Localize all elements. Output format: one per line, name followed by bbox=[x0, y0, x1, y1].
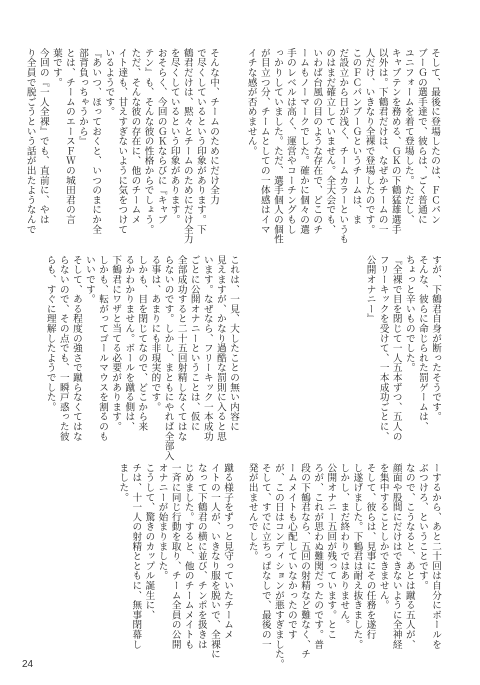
text-block-middle-left: これは、一見、大したことの無い内容に 見えますが、かなり過酷な罰則に入ると思 います。なぜなら、フリーキック一本成功 ごとに公開オナニーということは、仮に 全部成功すると二十五回射精しなくてはな らないのです。しかし、まともにやれば全部入 る事は、あまりにも非現実的です。 しかも、目を閉じてなので、どこから来 るかわかりません。ボールを蹴る側は、 下鶴君にワザと当てる必要があります。 しかも、転がってゴールマウスを割るのも いいです。 そして、ある程度の強さで蹴らなくてはな らないので、その点でも、一瞬戸惑った彼 らも、すぐに理解したようでした。 bbox=[44, 255, 239, 461]
text-block-bottom-right: ーするから、あと二十回は自分にボールを ぶつけろ、ということです。 なので、こうなると、あとは蹴る五人が、 顔面や股間にだけはできないように全神経 を集中することしかできません。 そして、彼らは、見事にその任務を遂行 し遂げました。下鶴君は耐え抜きました。 しかし、まだ終わりではありません。 公開オナニー五回が残っています。とこ ろが、これが思わぬ難関だったのです。普 段の下鶴君なら、五回の射精など難なく、チ ームメイトも心配していなかったのです が、この日はコンディションが悪すぎました。 そして、すでに立ちっぱなしで、最後の一 発が出ませんでした。 bbox=[246, 463, 441, 669]
text-block-middle-right: すが、下鶴君自身が断ったそうです。 そんな、彼らに命じられた罰ゲームは、 ちょっと辛いものでした。 『全裸で目を閉じて一人五本ずつ、五人の フリーキックを受けて、一本成功ごとに、 公開オナニー』 bbox=[364, 255, 441, 442]
text-block-bottom-left: 蹴る様子をずっと見守っていたチームメ イトの一人が、いきなり服を脱いで、全裸に なって下鶴君の横に並び、チンポを扱きは じめました。すると、他のチームメイトも 一斉に同じ行動を取り、チーム全員の公開 オナニーが始まりました。 こうして、驚きのカップル誕生に、 チは、十一人の射精とともに、無事閉幕し ました。 bbox=[117, 463, 233, 659]
text-block-top-right: そして、最後に登場したのは、ＦＣパン ブーＧの選手達で、彼らは、ごく普通に ユニフォームを着て登場した。ただし、 キャプテンを務める、ＧＫの下鶴猛雄選手 以外は。下鶴君だけは、なぜかチームの一 人だけ、いきなり全裸で登場したのです。 このＦＣパンブーＧというチームは、ま だ設立から日が浅く、チームカラーというも のはまだ確立していません。全大会でも、 いわば台風の目のような存在で、どこのチ ームもノーマークでした。確かに個々の選 手のレベルは高く、運営やコーチングもし っかりしていました。ただ、選手個人の個性 が目立つ分、チームとしての一体感はイマ イチな感が否めません。 bbox=[245, 48, 440, 244]
page-number: 24 bbox=[22, 659, 34, 670]
text-block-top-left: そんな中、チームのためにだけ全力 で尽くしているという印象があります。下 鶴君だけは、黙々とチームのためにだけ全力 を尽くしているという印象があります。 おそらく、今回のＧＫならびに『キャプ テン』も、そんな彼の性格からでしょう。 ただ、そんな彼の存在に、他のチームメ イト達も、甘えすぎないように気をつけて いるようです。 『あいつ、ほっておくと、いつのまにか全 部背負っちゃうから』 とは、チームのエースＦＷの城田君の言 葉です。 今回の『一人全裸』でも、直前に、やは り全員で脱ごうという話が出たようなんで bbox=[24, 48, 219, 244]
